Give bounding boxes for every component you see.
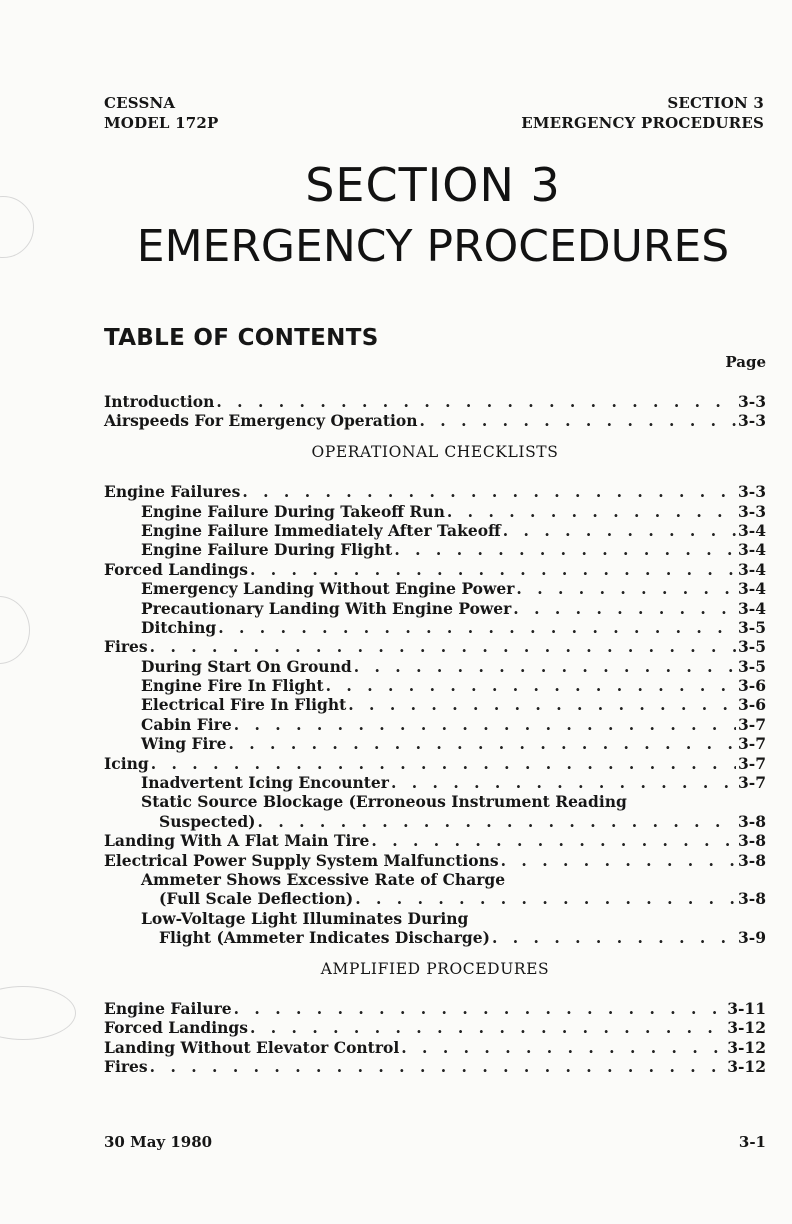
dot-leader	[258, 812, 736, 831]
toc-subentry[interactable]	[104, 773, 766, 792]
toc-entry-page: 3-8	[737, 850, 766, 870]
toc-entry-title: Ammeter Shows Excessive Rate of Charge	[141, 869, 506, 889]
toc-entry-title: Inadvertent Icing Encounter	[141, 773, 389, 793]
toc-entry-page: 3-4	[737, 520, 766, 540]
dot-leader	[447, 502, 736, 521]
toc-entry[interactable]	[104, 482, 766, 501]
toc-subentry-line1[interactable]	[104, 870, 766, 889]
toc-entry-title-cont: (Full Scale Deflection)	[159, 889, 354, 909]
toc-entry-page: 3-12	[727, 1057, 766, 1077]
toc-entry-title: Engine Failures	[104, 482, 241, 502]
binder-hole-mark	[0, 196, 34, 258]
toc-subentry[interactable]	[104, 734, 766, 753]
toc-entry-title: Engine Failure During Takeoff Run	[141, 501, 445, 521]
toc-entry[interactable]	[104, 831, 766, 850]
toc-entry-page: 3-5	[737, 637, 766, 657]
toc-entry-title: Precautionary Landing With Engine Power	[141, 598, 512, 618]
toc-entry[interactable]	[104, 392, 766, 411]
toc-entry-title: Wing Fire	[141, 734, 227, 754]
toc-entry[interactable]	[104, 999, 766, 1018]
dot-leader	[492, 928, 736, 947]
toc-entry-page: 3-11	[727, 998, 766, 1018]
toc-entry-page: 3-5	[737, 656, 766, 676]
section-name-title: EMERGENCY PROCEDURES	[136, 221, 730, 272]
dot-leader	[150, 637, 736, 656]
toc-entry-title: Icing	[104, 753, 149, 773]
dot-leader	[401, 1038, 725, 1057]
operational-checklists-heading: OPERATIONAL CHECKLISTS	[311, 442, 559, 461]
dot-leader	[501, 851, 736, 870]
toc-entry-title: Engine Failure Immediately After Takeoff	[141, 520, 501, 540]
toc-entry-page: 3-4	[737, 598, 766, 618]
toc-subentry[interactable]	[104, 579, 766, 598]
toc-entry[interactable]	[104, 1018, 766, 1037]
binder-hole-mark	[0, 986, 76, 1040]
toc-entry-title: Emergency Landing Without Engine Power	[141, 579, 515, 599]
dot-leader	[150, 1057, 726, 1076]
toc-entry-title: Fires	[104, 1057, 148, 1077]
toc-entry-page: 3-3	[737, 392, 766, 411]
toc-entry[interactable]	[104, 560, 766, 579]
header-section-title: EMERGENCY PROCEDURES	[521, 114, 764, 132]
header-manufacturer: CESSNA	[104, 94, 176, 112]
toc-entry-title: Forced Landings	[104, 559, 248, 579]
toc-subentry[interactable]	[104, 502, 766, 521]
toc-subentry[interactable]	[104, 715, 766, 734]
dot-leader	[234, 999, 726, 1018]
dot-leader	[234, 715, 736, 734]
toc-entry-page: 3-6	[737, 695, 766, 715]
toc-entry-title-cont: Suspected)	[159, 811, 256, 831]
toc-subentry[interactable]	[104, 618, 766, 637]
toc-entry-page: 3-7	[737, 734, 766, 754]
toc-entry-title: Cabin Fire	[141, 714, 232, 734]
toc-entry-title: Ditching	[141, 617, 217, 637]
amplified-procedures-heading: AMPLIFIED PROCEDURES	[320, 959, 550, 978]
toc-entry-title: Engine Fire In Flight	[141, 676, 324, 696]
toc-entry-page: 3-4	[737, 540, 766, 560]
dot-leader	[513, 599, 736, 618]
dot-leader	[151, 754, 736, 773]
toc-entry-page: 3-9	[737, 928, 766, 948]
toc-entry-title: Low-Voltage Light Illuminates During	[141, 908, 469, 928]
toc-subentry[interactable]	[104, 676, 766, 695]
toc-entry[interactable]	[104, 1057, 766, 1076]
footer-date: 30 May 1980	[104, 1133, 213, 1151]
toc-entry-title: Introduction	[104, 392, 215, 411]
toc-entry[interactable]	[104, 754, 766, 773]
dot-leader	[516, 579, 736, 598]
toc-entry-title: Electrical Power Supply System Malfunctions	[104, 850, 499, 870]
dot-leader	[354, 657, 736, 676]
toc-entry-page: 3-8	[737, 889, 766, 909]
toc-entry-page: 3-7	[737, 714, 766, 734]
toc-entry-title: Electrical Fire In Flight	[141, 695, 347, 715]
toc-entry-page: 3-6	[737, 676, 766, 696]
toc-entry[interactable]	[104, 411, 766, 430]
toc-entry-page: 3-3	[737, 482, 766, 502]
dot-leader	[420, 411, 736, 430]
toc-heading: TABLE OF CONTENTS	[104, 325, 379, 351]
dot-leader	[391, 773, 736, 792]
toc-entry-page: 3-4	[737, 559, 766, 579]
dot-leader	[371, 831, 736, 850]
dot-leader	[355, 889, 736, 908]
toc-entry-page: 3-8	[737, 811, 766, 831]
toc-entry-page: 3-5	[737, 617, 766, 637]
toc-entry-page: 3-7	[737, 773, 766, 793]
toc-subentry[interactable]	[104, 695, 766, 714]
dot-leader	[250, 1018, 725, 1037]
toc-entry-title: During Start On Ground	[141, 656, 352, 676]
dot-leader	[503, 521, 736, 540]
toc-entry-title-cont: Flight (Ammeter Indicates Discharge)	[159, 928, 490, 948]
toc-entry-title: Landing With A Flat Main Tire	[104, 831, 370, 851]
toc-entry-page: 3-4	[737, 579, 766, 599]
toc-subentry-line2[interactable]	[104, 889, 766, 908]
toc-subentry[interactable]	[104, 521, 766, 540]
footer-page-number: 3-1	[738, 1133, 766, 1151]
toc-entry-title: Fires	[104, 637, 148, 657]
dot-leader	[242, 482, 736, 501]
running-header-left	[104, 93, 218, 133]
dot-leader	[250, 560, 736, 579]
toc-entry-title: Airspeeds For Emergency Operation	[104, 411, 418, 431]
toc-entry[interactable]	[104, 851, 766, 870]
dot-leader	[326, 676, 736, 695]
toc-subentry[interactable]	[104, 657, 766, 676]
section-number-title: SECTION 3	[305, 158, 561, 212]
toc-entry-title: Engine Failure	[104, 998, 232, 1018]
toc-subentry-line1[interactable]	[104, 792, 766, 811]
toc-entry-page: 3-7	[737, 753, 766, 773]
toc-entry-page: 3-12	[727, 1037, 766, 1057]
dot-leader	[394, 540, 736, 559]
binder-hole-mark	[0, 596, 30, 664]
toc-subentry[interactable]	[104, 540, 766, 559]
toc-subentry-line2[interactable]	[104, 928, 766, 947]
header-section: SECTION 3	[667, 94, 764, 112]
running-header-right	[521, 93, 764, 133]
page-column-label: Page	[725, 353, 766, 371]
toc-entry-title: Landing Without Elevator Control	[104, 1037, 400, 1057]
dot-leader	[218, 618, 736, 637]
toc-entry-page: 3-8	[737, 831, 766, 851]
toc-entry[interactable]	[104, 1038, 766, 1057]
table-of-contents	[104, 392, 766, 1077]
dot-leader	[228, 734, 736, 753]
toc-subentry[interactable]	[104, 599, 766, 618]
header-model: MODEL 172P	[104, 114, 219, 132]
toc-entry[interactable]	[104, 637, 766, 656]
toc-entry-title: Engine Failure During Flight	[141, 540, 393, 560]
dot-leader	[216, 392, 736, 411]
toc-entry-page: 3-3	[737, 501, 766, 521]
toc-entry-page: 3-3	[737, 411, 766, 431]
toc-entry-title: Static Source Blockage (Erroneous Instrument Reading	[141, 792, 627, 812]
toc-subentry-line2[interactable]	[104, 812, 766, 831]
toc-entry-title: Forced Landings	[104, 1018, 248, 1038]
dot-leader	[348, 695, 736, 714]
toc-subentry-line1[interactable]	[104, 909, 766, 928]
toc-entry-page: 3-12	[727, 1018, 766, 1038]
